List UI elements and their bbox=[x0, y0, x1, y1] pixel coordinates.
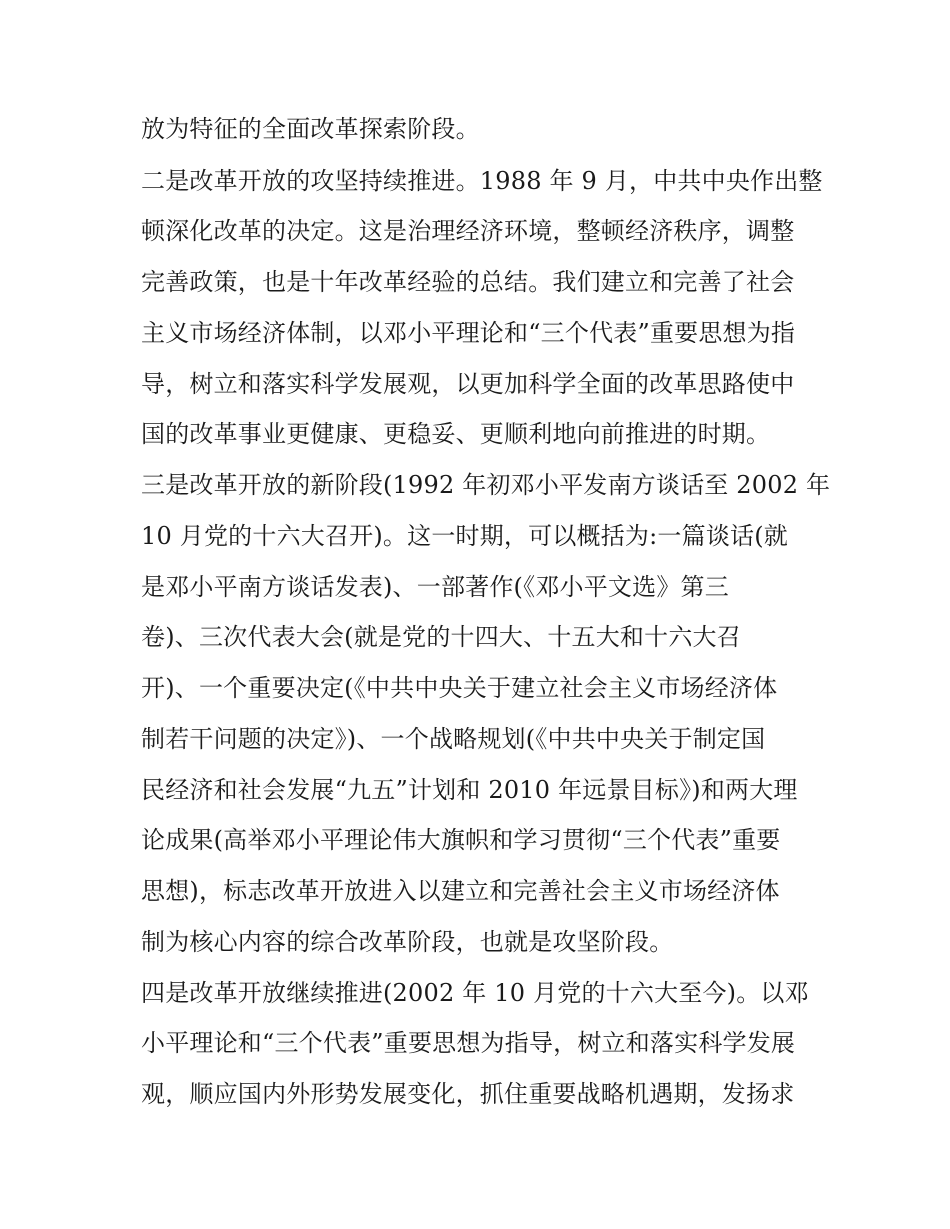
text-line: 是邓小平南方谈话发表)、一部著作(《邓小平文选》第三 bbox=[141, 573, 729, 601]
text-line: 思想)，标志改革开放进入以建立和完善社会主义市场经济体 bbox=[141, 877, 780, 905]
text-line: 开)、一个重要决定(《中共中央关于建立社会主义市场经济体 bbox=[141, 674, 778, 702]
text-line: 放为特征的全面改革探索阶段。 bbox=[141, 115, 480, 143]
text-line: 民经济和社会发展“九五”计划和 2010 年远景目标》)和两大理 bbox=[141, 776, 798, 804]
text-line: 四是改革开放继续推进(2002 年 10 月党的十六大至今)。以邓 bbox=[141, 979, 809, 1007]
text-line: 观，顺应国内外形势发展变化，抓住重要战略机遇期，发扬求 bbox=[141, 1080, 795, 1108]
text-line: 小平理论和“三个代表”重要思想为指导，树立和落实科学发展 bbox=[141, 1029, 796, 1057]
text-line: 制为核心内容的综合改革阶段，也就是攻坚阶段。 bbox=[141, 928, 674, 956]
text-line: 国的改革事业更健康、更稳妥、更顺利地向前推进的时期。 bbox=[141, 420, 771, 448]
text-line: 10 月党的十六大召开)。这一时期，可以概括为:一篇谈话(就 bbox=[141, 522, 788, 550]
text-line: 卷)、三次代表大会(就是党的十四大、十五大和十六大召 bbox=[141, 623, 741, 651]
text-line: 二是改革开放的攻坚持续推进。1988 年 9 月，中共中央作出整 bbox=[141, 167, 823, 195]
text-line: 主义市场经济体制，以邓小平理论和“三个代表”重要思想为指 bbox=[141, 319, 796, 347]
text-line: 三是改革开放的新阶段(1992 年初邓小平发南方谈话至 2002 年 bbox=[141, 471, 831, 499]
text-line: 制若干问题的决定》)、一个战略规划(《中共中央关于制定国 bbox=[141, 725, 766, 753]
text-line: 导，树立和落实科学发展观，以更加科学全面的改革思路使中 bbox=[141, 370, 795, 398]
text-line: 完善政策，也是十年改革经验的总结。我们建立和完善了社会 bbox=[141, 268, 795, 296]
text-line: 顿深化改革的决定。这是治理经济环境，整顿经济秩序，调整 bbox=[141, 217, 795, 245]
text-line: 论成果(高举邓小平理论伟大旗帜和学习贯彻“三个代表”重要 bbox=[141, 826, 781, 854]
